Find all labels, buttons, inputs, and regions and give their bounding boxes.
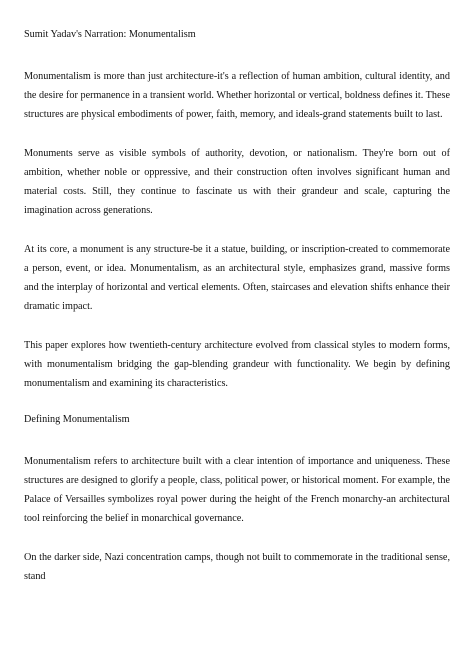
paragraph-1: Monumentalism is more than just architecture-it's a reflection of human ambition, cultural identity, and the desire for permanence in a transient world. Whether horizontal or vertical, boldness defines it. These structures are physical embodiments of power, faith, memory, and ideals-grand statements built to last.	[24, 71, 450, 120]
section-paragraph-1: Monumentalism refers to architecture built with a clear intention of importance and uniqueness. These structures are designed to glorify a people, class, political power, or historical moment. For example, the Palace of Versailles symbolizes royal power during the height of the French monarchy-an architectural tool reinforcing the belief in monarchical governance.	[24, 456, 450, 524]
section-heading: Defining Monumentalism	[24, 414, 130, 425]
document-title: Sumit Yadav's Narration: Monumentalism	[24, 29, 196, 40]
paragraph-3: At its core, a monument is any structure-be it a statue, building, or inscription-created to commemorate a person, event, or idea. Monumentalism, as an architectural style, emphasizes grand, massive forms and the interplay of horizontal and vertical elements. Often, staircases and elevation shifts enhance their dramatic impact.	[24, 244, 450, 312]
paragraph-4: This paper explores how twentieth-century architecture evolved from classical styles to modern forms, with monumentalism bridging the gap-blending grandeur with functionality. We begin by defining monumentalism and examining its characteristics.	[24, 340, 450, 389]
paragraph-2: Monuments serve as visible symbols of authority, devotion, or nationalism. They're born out of ambition, whether noble or oppressive, and their construction often involves significant human and material costs. Still, they continue to fascinate us with their grandeur and scale, capturing the imagination across generations.	[24, 148, 450, 216]
section-paragraph-2: On the darker side, Nazi concentration camps, though not built to commemorate in the traditional sense, stand	[24, 552, 450, 582]
